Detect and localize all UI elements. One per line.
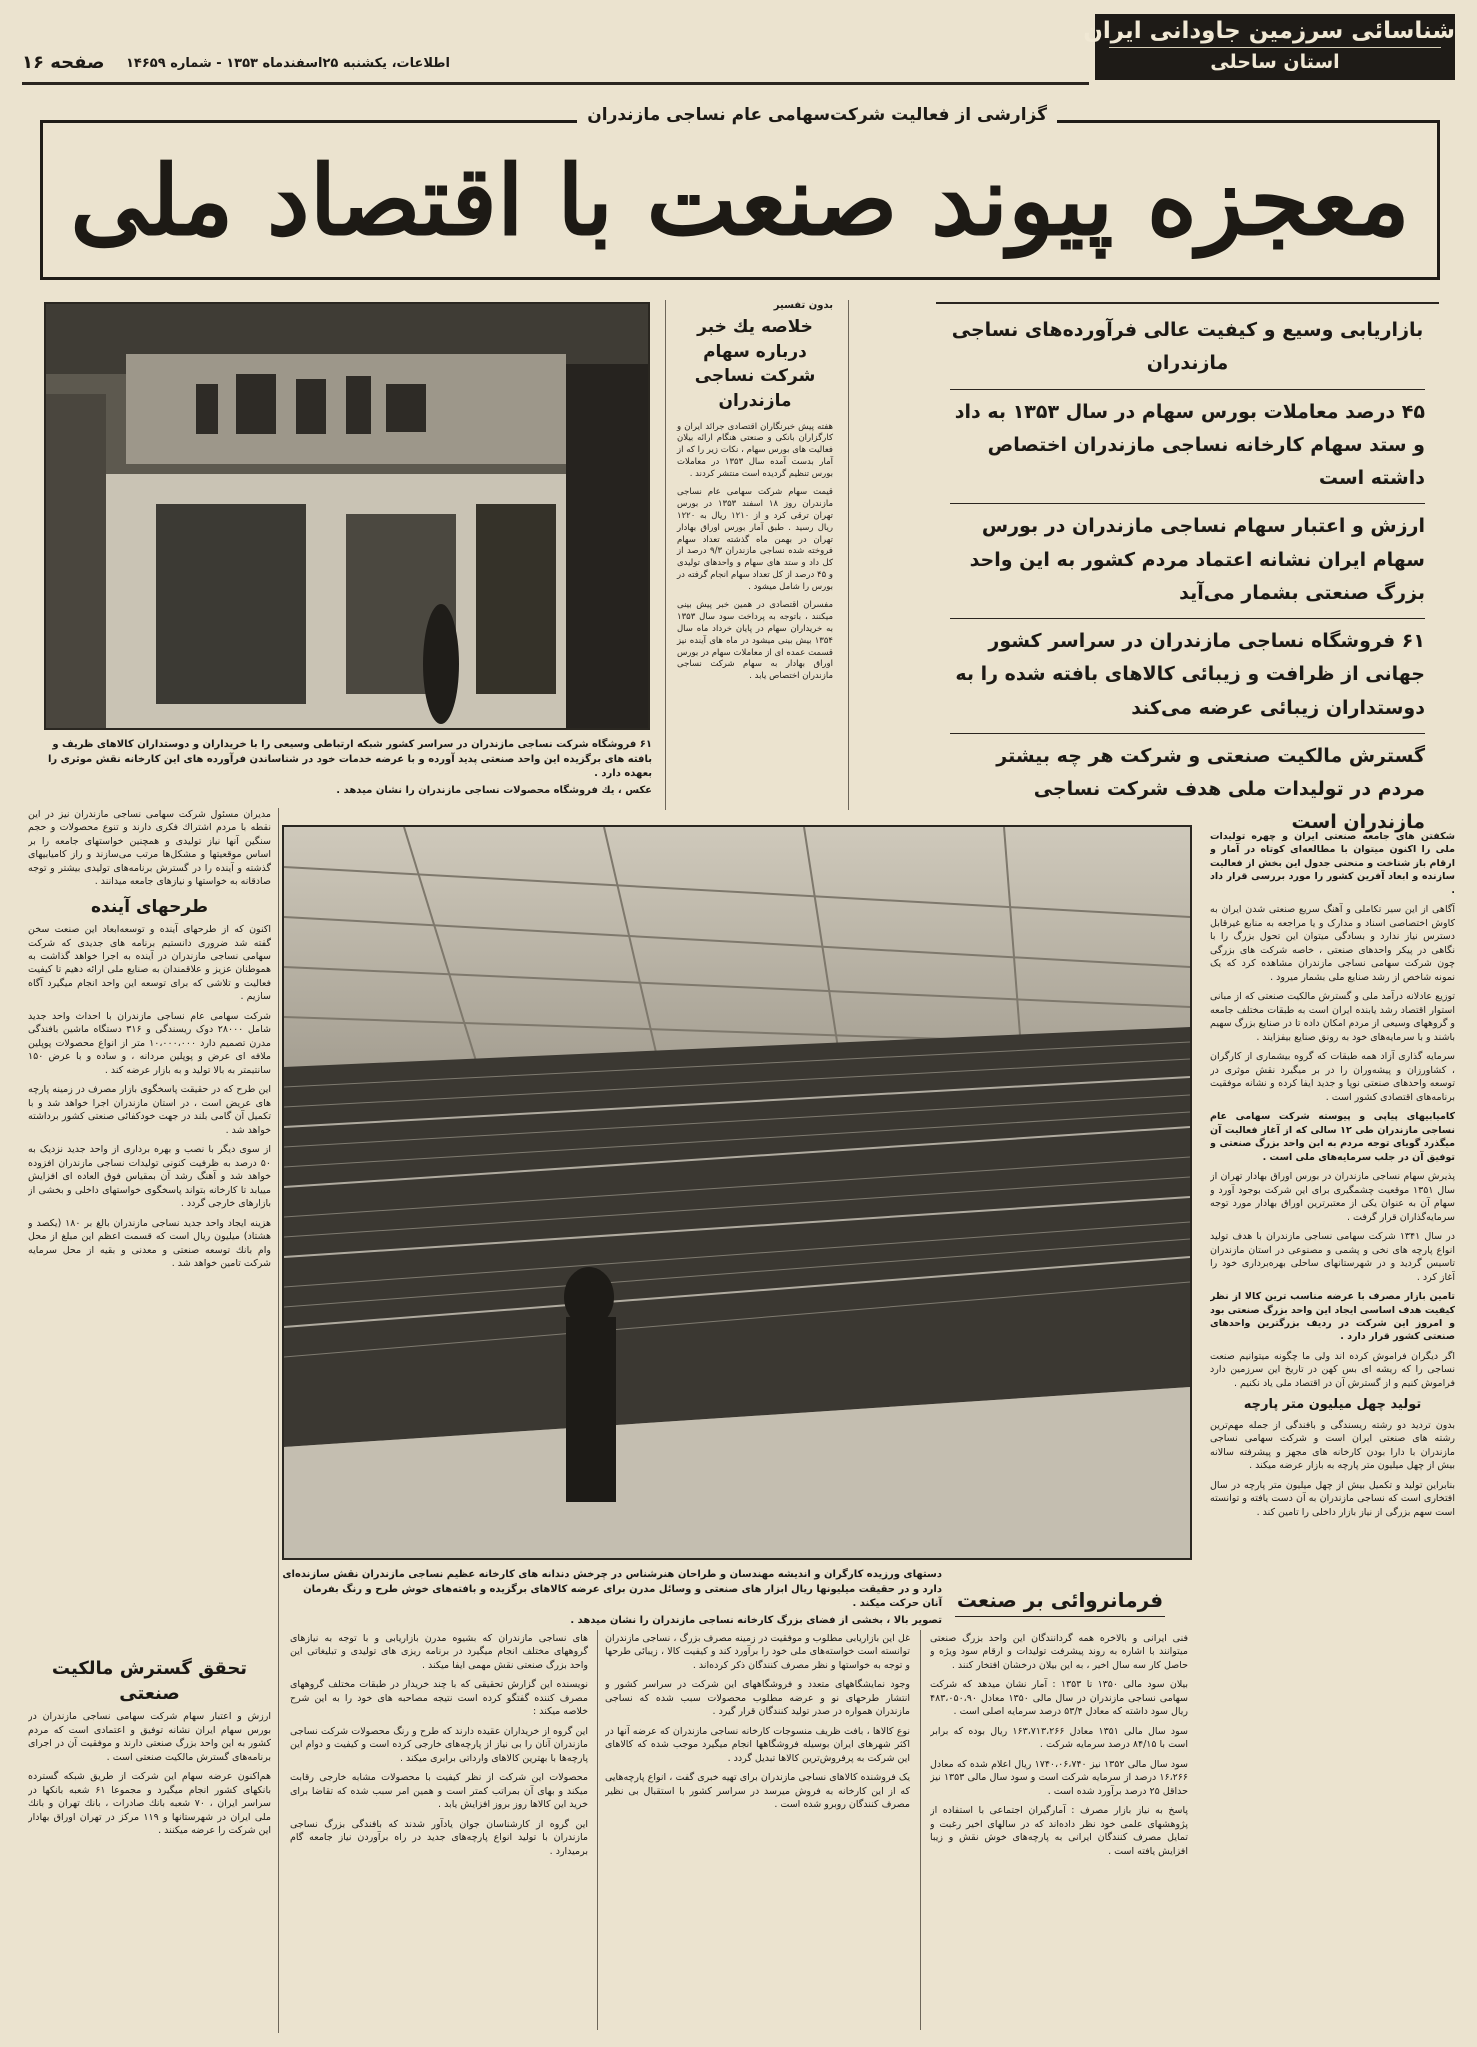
right-paragraph: آگاهی از این سیر تکاملی و آهنگ سریع صنعتی شدن ایران به کاوش اختصاصی اسناد و مدارک و یا مراجعه به منابع غیرقابل دسترس نیاز ندارد و بسادگی میتوان این تحول بزرگ را با نگاهی در پیکر واحدهای صنعتی ، خاصه شرکت های بزرگی چون شرکت سهامی نساجی مازندران مشاهده کرد که یک نمونه شاخص از رشد صنایع ملی بشمار میرود .	[1210, 904, 1455, 983]
series-title: شناسائی سرزمین جاودانی ایران	[1083, 18, 1455, 44]
left-paragraph: هزینه ایجاد واحد جدید نساجی مازندران بالغ بر ۱۸۰ (یکصد و هشتاد) میلیون ریال است که قسمت اعظم این مبلغ از محل وام بانك توسعه صنعتی و معدنی و بقیه از محل سرمایه شركت تامین خواهد شد .	[28, 1217, 271, 1270]
heading-production: تولید چهل میلیون متر پارچه	[1243, 1397, 1422, 1413]
news-paragraph: قیمت سهام شرکت سهامی عام نساجی مازندران روز ۱۸ اسفند ۱۳۵۳ در بورس تهران ترقی کرد و از ۱۲۱۰ ریال به ۱۲۲۰ ریال رسید . طبق آمار بورس اوراق بهادار تهران در بهمن ماه گذشته تعداد سهام فروخته شده نساجی مازندران ۹/۳ درصد از کل داد و ستد های سهام و واحدهای تولیدی و ۴۵ درصد از کل تعداد سهام انجام گرفته در بورس را شامل میشود .	[677, 487, 834, 593]
masthead-rule	[22, 82, 1089, 85]
left-paragraph: هم‌اکنون عرضه سهام این شرکت از طریق شبکه گسترده بانکهای کشور انجام میگیرد و مجموعا ۶۱ شعبه بانکها در سراسر ایران ، ۷۰ شعبه بانك صادرات ، بانك تهران و بانك ملی ایران در شهرستانها و ۱۱۹ مرکز در تهران اوراق بهادار این شرکت را عرضه میکنند .	[28, 1771, 271, 1837]
dateline: اطلاعات، یکشنبه ۲۵اسفندماه ۱۳۵۳ - شماره ۱۴۶۵۹	[126, 56, 450, 71]
store-photo-caption: ۶۱ فروشگاه شرکت نساجی مازندران در سراسر کشور شبکه ارتباطی وسیعی را با خریداران و دوستداران کالاهای ظریف و بافته های برگزیده این واحد صنعتی پدید آورده و با عرضه خدمات خود در شناساندن فرآورده های این کارخانه نقش موثری را بعهده دارد . عکس ، یك فروشگاه محصولات نساجی مازندران را نشان میدهد .	[47, 739, 652, 796]
left-paragraph: از سوی دیگر با نصب و بهره برداری از واحد جدید نزدیک به ۵۰ درصد به ظرفیت کنونی تولیدات نساجی مازندران افزوده خواهد شد و آهنگ رشد آن بمقیاس فوق العاده ای افزایش مییابد تا کارخانه بتواند پاسخگوی خواستهای داخلی و بخشی از بازارهای خارجی گردد .	[28, 1144, 271, 1210]
masthead	[22, 14, 1455, 84]
right-paragraph: پذیرش سهام نساجی مازندران در بورس اوراق بهادار تهران از سال ۱۳۵۱ موقعیت‌ چشمگیری برای این شرکت بوجود آورد و سهام آن به عنوان یکی از معتبرترین اوراق بهادار مورد توجه سرمایه‌گذاران قرار گرفت .	[1210, 1171, 1455, 1223]
column-divider	[920, 1630, 921, 2030]
page-number: صفحه ۱۶	[22, 52, 105, 73]
heading-industry: فرمانروائی بر صنعت	[955, 1588, 1165, 1617]
left-paragraph: ارزش و اعتبار سهام شرکت سهامی نساجی مازندران در بورس سهام ایران نشانه توفیق و اعتمادی است که مردم کشور به این واحد بزرگ صنعتی دارند و موفقیت آن در اجرای برنامه‌های گسترش مالکیت صنعتی است .	[28, 1711, 271, 1763]
right-paragraph: در سال ۱۳۴۱ شرکت سهامی نساجی مازندران با هدف تولید انواع پارچه های نخی و پشمی و مصنوعی در استان مازندران تاسیس گردید و در شهرستانهای ساحلی بهره‌برداری خود را آغاز کرد .	[1210, 1231, 1455, 1283]
headline-box	[40, 105, 1440, 280]
news-title: خلاصه یك خبر درباره سهام شرکت نساجی مازندران	[694, 317, 816, 411]
right-paragraph: اگر دیگران فراموش کرده اند ولی ما چگونه میتوانیم صنعت نساجی را که ریشه ای بس کهن در تاریخ این سرزمین دارد فراموش کنیم و از گسترش آن در اقتصاد ملی یاد نکنیم .	[1210, 1350, 1455, 1389]
right-paragraph: بدون تردید دو رشته ریسندگی و بافندگی از جمله مهم‌ترین رشته های صنعتی ایران است و شرکت سهامی نساجی مازندران با دارا بودن کارخانه های مجهز و پیشرفته سالانه بیش از چهل میلیون متر پارچه به بازار عرضه میکند .	[1210, 1419, 1455, 1472]
news-label: بدون تفسیر	[773, 300, 833, 311]
column-divider	[665, 300, 666, 810]
highlight-item: بازاریابی وسیع و کیفیت عالی فرآورده‌های نساجی مازندران	[950, 308, 1425, 390]
right-paragraph: شکفتن های جامعه صنعتی ایران و چهره تولیدات ملی را اکنون میتوان با مطالعه‌ای کوتاه در آمار و ارقام باز شناخت و منحنی جدول این بخش از فعالیت سازنده و ابعاد آفرین کشور را مورد بررسی قرار داد .	[1210, 831, 1455, 896]
right-paragraph: توزیع عادلانه درآمد ملی و گسترش مالکیت صنعتی که از مبانی استوار اقتصاد رشد یابنده ایران است به طبقات مختلف جامعه و گروههای وسیعی از مردم امکان داده تا در صنایع بزرگ سهیم باشند و با سرمایه‌های خود به رونق صنایع بیفزایند .	[1210, 991, 1455, 1043]
highlight-item: ۶۱ فروشگاه نساجی مازندران در سراسر کشور جهانی از ظرافت و زیبائی کالاهای بافته شده را به دوستداران زیبائی عرضه می‌کند	[950, 619, 1425, 734]
column-divider	[597, 1630, 598, 2030]
left-intro: مدیران مسئول شرکت سهامی نساجی مازندران نیز در این نقطه با مردم اشتراك فكری دارند و تنوع محصولات و حجم سنگین آنها نیاز تولیدی و همچنین خواستهای جامعه را بر اساس موقعیتها و مشكل‌ها مرتب می‌سازند و راز کامیابیهای گذشته و آینده را در گسترش برنامه‌های تولیدی بیشتر و توجه صادقانه به خواستها و نیازهای جامعه میدانند .	[28, 809, 271, 888]
heading-future-plans: طرحهای آینده	[91, 896, 208, 917]
news-paragraph: هفته پیش خبرنگاران اقتصادی جرائد ایران و کارگزاران بانکی و صنعتی هنگام ارائه بیلان فعالیت های بورس سهام ، نکات زیر را که از آمار بدست آمده سال ۱۳۵۳ در معاملات بورس تنظیم گردیده است منتشر کردند .	[677, 421, 833, 480]
highlight-item: گسترش مالکیت صنعتی و شرکت هر چه بیشتر مردم در تولیدات ملی هدف شرکت نساجی مازندران است	[996, 744, 1425, 834]
series-banner	[1083, 14, 1455, 80]
right-paragraph: کامیابیهای پیاپی و پیوسته شرکت سهامی عام نساجی مازندران طی ۱۲ سالی که از آغاز فعالیت آن میگذرد گویای توجه مردم به این واحد بزرگ صنعتی و توفیق آن در جلب سرمایه‌های ملی است .	[1210, 1111, 1455, 1163]
right-paragraph: سرمایه گذاری آزاد همه طبقات که گروه بیشماری از کارگران ، کشاورزان و پیشه‌وران را در بر میگیرد نقش موثری در توسعه واحدهای صنعتی نوپا و جدید ایفا کرده و نشانه موفقیت برنامه‌های اقتصادی کشور است .	[1210, 1051, 1455, 1103]
column-divider	[278, 808, 279, 2033]
bottom-column-2: غل این بازاریابی مطلوب و موفقیت در زمینه مصرف بزرگ ، نساجی مازندران توانسته است خواسته‌های ملی خود را برآورد کند و کیفیت کالا ، زیبائی طرحها و توجه به خواستها و نظر مصرف کنندگان ذكر كرده‌اند . وجود نمایشگاههای متعدد و فروشگاههای این شرکت در سراسر کشور و انتشار طرحهای نو و عرضه مطلوب محصولات سبب شده که نساجی مازندران همواره در صدر تولید کنندگان قرار گیرد . نوع کالاها ، بافت ظریف منسوجات کارخانه نساجی مازندران که عرضه آنها در اکثر شهرهای ایران بوسیله فروشگاهها انجام میگیرد موجب شده که کالاهای این شرکت به پرفروش‌ترین کالاها تبدیل گردد . یک فروشنده کالاهای نساجی مازندران برای تهیه خبری گفت ، انواع پارچه‌هایی که از این کارخانه به فروش میرسد در سراسر کشور با استقبال بی نظیر مصرف کنندگان روبرو شده است .	[605, 1633, 910, 1811]
heading-ownership: تحقق گسترش مالکیت صنعتی	[51, 1658, 248, 1705]
news-body	[677, 422, 833, 684]
province-label: استان ساحلی	[1210, 51, 1340, 73]
store-photo-image	[46, 304, 648, 728]
left-paragraph: اکنون که از طرحهای آینده و توسعه‌ابعاد این صنعت سخن گفته شد ضروری دانستیم برنامه های جدیدی که شرکت سهامی نساجی مازندران در آینده به اجرا خواهد گذاشت به هموطنان عزیز و علاقمندان به صنایع ملی ارائه دهیم تا کیفیت فعالیت و تلاشی که برای توسعه این واحد انجام میگیرد آگاه سازیم .	[28, 924, 271, 1003]
page-title: معجزه پیوند صنعت با اقتصاد ملی	[70, 144, 1410, 257]
factory-photo-caption: دستهای ورزیده کارگران و اندیشه مهندسان و طراحان هنرشناس در چرخش دندانه های کارخانه عظیم نساجی مازندران نقش سازنده‌ای دارد و در حقیقت میلیونها ریال ابزار های صنعتی و وسائل مدرن برای عرضه کالاهای برگزیده و بافته‌های خوش طرح و رنگ بفرمان آنان حرکت میکند . تصویر بالا ، بخشی از فضای بزرگ کارخانه نساجی مازندران را نشان میدهد .	[282, 1569, 942, 1626]
bottom-column-3: های نساجی مازندران که بشیوه مدرن بازاریابی و با توجه به نیازهای گروههای مختلف انجام میگیرد در برنامه ریزی های تولیدی و تبلیغاتی این واحد بزرگ صنعتی نقش مهمی ایفا میکند . نویسنده این گزارش تحقیقی که با چند خریدار در طبقات مختلف گروههای مصرف کننده گفتگو کرده است نتیجه مصاحبه های خود را به این شرح خلاصه میکند : این گروه از خریداران عقیده دارند که طرح و رنگ محصولات شرکت نساجی مازندران آنان را بی نیاز از پارچه‌های خارجی کرده است و کیفیت و دوام این پارچه‌ها با بهترین کالاهای وارداتی برابری میکند . محصولات این شرکت از نظر کیفیت با محصولات مشابه خارجی رقابت میکند و بهای آن بمراتب کمتر است و همین امر سبب شده که تقاضا برای خرید این کالاها روز بروز افزایش یابد . این گروه از کارشناسان جوان یادآور شدند که بافندگی بزرگ نساجی مازندران با تولید انواع پارچه‌های جدید در راه برآوردن نیاز جامعه گام برمیدارد .	[290, 1633, 588, 1857]
highlight-item: ارزش و اعتبار سهام نساجی مازندران در بورس سهام ایران نشانه اعتماد مردم کشور به این واحد بزرگ صنعتی بشمار می‌آید	[950, 504, 1425, 619]
factory-photo-image	[284, 827, 1190, 1558]
highlights-box	[936, 302, 1439, 834]
news-box	[677, 300, 833, 814]
left-paragraph: شرکت سهامی عام نساجی مازندران با احداث واحد جدید شامل ۲۸۰۰۰ دوک ریسندگی و ۳۱۶ دستگاه ماشین بافندگی مدرن تصمیم دارد ۱۰،۰۰۰،۰۰۰ متر از انواع محصولات پوپلین ملافه ای عرض و پوپلین مردانه ، و ساده و با عرض ۱۵۰ سانتیمتر به بالا تولید و به بازار عرضه کند .	[28, 1010, 271, 1076]
left-column	[28, 808, 271, 1608]
left-paragraph: این طرح که در حقیقت پاسخگوی بازار مصرف در زمینه پارچه های عریض است ، در استان مازندران اجرا خواهد شد و با تكميل آن گامی بلند در جهت خودکفائی صنعتی کشور برداشته خواهد شد .	[28, 1084, 271, 1136]
highlight-item: ۴۵ درصد معاملات بورس سهام در سال ۱۳۵۳ به داد و ستد سهام کارخانه نساجی مازندران اختصاص داشته است	[950, 390, 1425, 505]
news-paragraph: مفسران اقتصادی در همین خبر پیش بینی میکنند ، باتوجه به پرداخت سود سال ۱۳۵۳ به خریداران سهام در پایان خرداد ماه سال ۱۳۵۴ بیش بینی میشود در ماه های آینده نیز قسمت عمده ای از معاملات سهام در بورس اوراق بهادار به سهام شرکت نساجی مازندران اختصاص یابد .	[677, 600, 833, 682]
bottom-column-1: فنی ایرانی و بالاخره همه گردانندگان این واحد بزرگ صنعتی میتوانند با اشاره به روند پیشرفت تولیدات و ارقام سود ویژه و حاصل کار سه سال اخیر ، به این بیلان درخشان افتخار کنند . بیلان سود مالی ۱۳۵۰ تا ۱۳۵۳ : آمار نشان میدهد که شرکت سهامی نساجی مازندران در سال مالی ۱۳۵۰ معادل ۴۸۳،۰۵۰،۹۰ ریال سود داشته که معادل ۵۳/۴ درصد سرمایه اصلی است . سود سال مالی ۱۳۵۱ معادل ۱۶۳،۷۱۳،۲۶۶ ریال بوده که برابر است با ۸۴/۱۵ درصد سرمایه شرکت . سود سال مالی ۱۳۵۲ نیز ۱۷۴۰،۰۶،۷۴۰ ریال اعلام شده که معادل ۱۶،۲۶۶ درصد از سرمایه شرکت است و سود سال مالی ۱۳۵۳ نیز حداقل ۲۵ درصد برآورد شده است . پاسخ به نیاز بازار مصرف : آمارگیران اجتماعی با استفاده از پژوهشهای علمی خود نظر داده‌اند که در سالهای اخیر رغبت و تمایل مصرف کنندگان ایرانی به پارچه‌های خوش نقش و زیبا افزایش یافته است .	[930, 1633, 1188, 1857]
column-divider	[848, 300, 849, 810]
left-ownership-section	[28, 1650, 271, 2030]
right-column	[1210, 830, 1455, 2020]
factory-photo	[282, 825, 1192, 1560]
headline-kicker: گزارشی از فعالیت شرکت‌سهامی عام نساجی مازندران	[577, 105, 1057, 125]
right-paragraph: بنابراین تولید و تکمیل بیش از چهل میلیون متر پارچه در سال افتخاری است که نساجی مازندران به آن دست یافته و توانسته است سهم بزرگی از نیاز بازار داخلی را تامین کند .	[1210, 1479, 1455, 1518]
store-photo	[44, 302, 650, 730]
right-paragraph: تامین بازار مصرف با عرضه مناسب ترین کالا از نظر کیفیت هدف اساسی ایجاد این واحد بزرگ صنعتی بود و امروز این شرکت در ردیف بزرگترین واحدهای صنعتی کشور قرار دارد .	[1210, 1291, 1455, 1343]
